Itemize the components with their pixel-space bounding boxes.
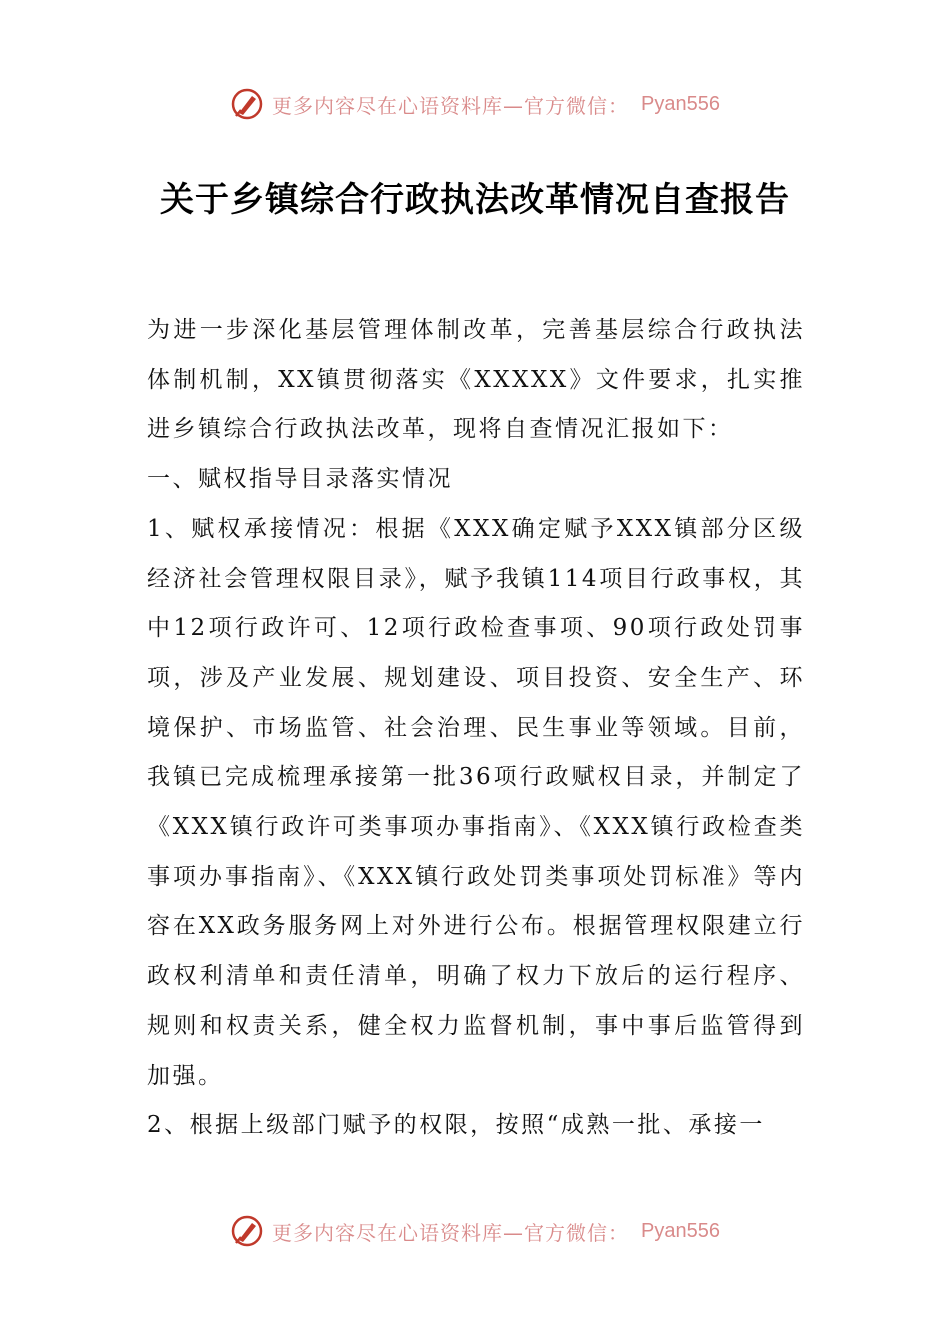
- watermark-wechat-id: Pyan556: [641, 92, 720, 115]
- item-2-paragraph: 2、根据上级部门赋予的权限，按照“成熟一批、承接一: [147, 1112, 765, 1139]
- watermark-wechat-id: Pyan556: [641, 1219, 720, 1242]
- document-title: 关于乡镇综合行政执法改革情况自查报告: [160, 180, 790, 220]
- quill-logo-icon: [230, 1214, 264, 1248]
- item-1-paragraph: 1、赋权承接情况：根据《XXX确定赋予XXX镇部分区级经济社会管理权限目录》，赋予我镇114项目行政事权，其中12项行政许可、12项行政检查事项、90项行政处罚事项，涉及产业发展、规划建设、项目投资、安全生产、环境保护、市场监管、社会治理、民生事业等领域。目前，我镇已完成梳理承接第一批36项行政赋权目录，并制定了《XXX镇行政许可类事项办事指南》、《XXX镇行政检查类事项办事指南》、《XXX镇行政处罚类事项处罚标准》等内容在XX政务服务网上对外进行公布。根据管理权限建立行政权利清单和责任清单，明确了权力下放后的运行程序、规则和权责关系，健全权力监督机制，事中事后监管得到加强。: [147, 515, 805, 1089]
- watermark-text: 更多内容尽在心语资料库—官方微信：: [272, 1220, 630, 1245]
- intro-paragraph: 为进一步深化基层管理体制改革，完善基层综合行政执法体制机制，XX镇贯彻落实《XXXXX》文件要求，扎实推进乡镇综合行政执法改革，现将自查情况汇报如下：: [147, 317, 805, 443]
- document-body: [147, 306, 805, 1151]
- quill-logo-icon: [230, 87, 264, 121]
- section-heading: 一、赋权指导目录落实情况: [147, 466, 453, 493]
- watermark-header: [0, 84, 950, 124]
- watermark-footer: [0, 1211, 950, 1251]
- watermark-text: 更多内容尽在心语资料库—官方微信：: [272, 93, 630, 118]
